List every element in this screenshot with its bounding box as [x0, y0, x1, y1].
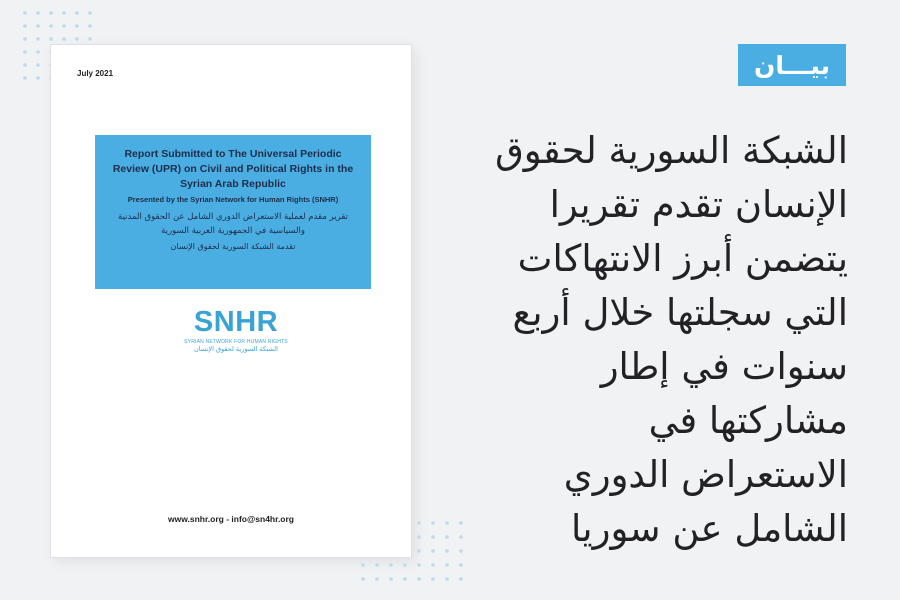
dot	[375, 563, 379, 567]
dot	[361, 577, 365, 581]
logo-name-ar: الشبكة السورية لحقوق الإنسان	[194, 345, 278, 353]
dot	[403, 577, 407, 581]
dot	[417, 563, 421, 567]
report-date: July 2021	[77, 69, 114, 78]
logo-name-en: SYRIAN NETWORK FOR HUMAN RIGHTS	[184, 339, 288, 345]
dot	[459, 577, 463, 581]
dot	[389, 563, 393, 567]
dot	[36, 76, 40, 80]
dot	[389, 577, 393, 581]
dot	[88, 24, 92, 28]
dot	[403, 563, 407, 567]
dot	[361, 563, 365, 567]
dot	[36, 63, 40, 67]
headline-line: يتضمن أبرز الانتهاكات	[517, 237, 848, 280]
report-presenter-en: Presented by the Syrian Network for Human Rights (SNHR)	[127, 195, 339, 204]
headline-line: الاستعراض الدوري	[563, 453, 848, 496]
dot	[75, 11, 79, 15]
dot	[459, 563, 463, 567]
dot	[49, 37, 53, 41]
dot	[417, 521, 421, 525]
dot	[88, 37, 92, 41]
report-title-ar: تقرير مقدم لعملية الاستعراض الدوري الشامل عن الحقوق المدنية والسياسية في الجمهورية العربية السورية	[118, 212, 348, 236]
dot	[23, 50, 27, 54]
snhr-logo	[181, 307, 291, 353]
dot	[23, 24, 27, 28]
dot	[62, 11, 66, 15]
report-title-en: Report Submitted to The Universal Periodic Review (UPR) on Civil and Political Rights in the Syrian Arab Republic	[112, 148, 354, 190]
dot	[445, 549, 449, 553]
report-cover	[50, 44, 412, 558]
dot	[431, 577, 435, 581]
dot	[417, 577, 421, 581]
dot	[36, 24, 40, 28]
dot	[445, 535, 449, 539]
dot	[23, 11, 27, 15]
dot	[23, 63, 27, 67]
dot	[431, 521, 435, 525]
dot	[88, 11, 92, 15]
dot	[23, 37, 27, 41]
dot	[375, 577, 379, 581]
dot	[49, 11, 53, 15]
dot	[62, 37, 66, 41]
dot	[75, 24, 79, 28]
dot	[62, 24, 66, 28]
headline-line: مشاركتها في	[648, 399, 848, 442]
report-title-box	[95, 135, 371, 289]
headline-line: الشامل عن سوريا	[571, 507, 848, 550]
dot	[75, 37, 79, 41]
headline	[450, 124, 848, 556]
dot	[36, 50, 40, 54]
dot	[36, 11, 40, 15]
headline-line: التي سجلتها خلال أربع	[512, 291, 848, 334]
dot	[431, 535, 435, 539]
report-footer-contact: www.snhr.org - info@sn4hr.org	[167, 514, 295, 524]
dot	[49, 24, 53, 28]
dot	[431, 563, 435, 567]
dot	[36, 37, 40, 41]
report-presenter-ar: تقدمة الشبكة السورية لحقوق الإنسان	[170, 242, 296, 251]
headline-line: الشبكة السورية لحقوق	[495, 129, 848, 172]
dot	[445, 521, 449, 525]
dot	[445, 577, 449, 581]
dot	[417, 535, 421, 539]
logo-wordmark: SNHR	[193, 306, 279, 338]
headline-line: الإنسان تقدم تقريرا	[549, 183, 848, 226]
headline-line: سنوات في إطار	[600, 345, 848, 388]
dot	[417, 549, 421, 553]
dot	[445, 563, 449, 567]
dot	[23, 76, 27, 80]
statement-tag: بيـــان	[738, 44, 846, 86]
dot	[431, 549, 435, 553]
